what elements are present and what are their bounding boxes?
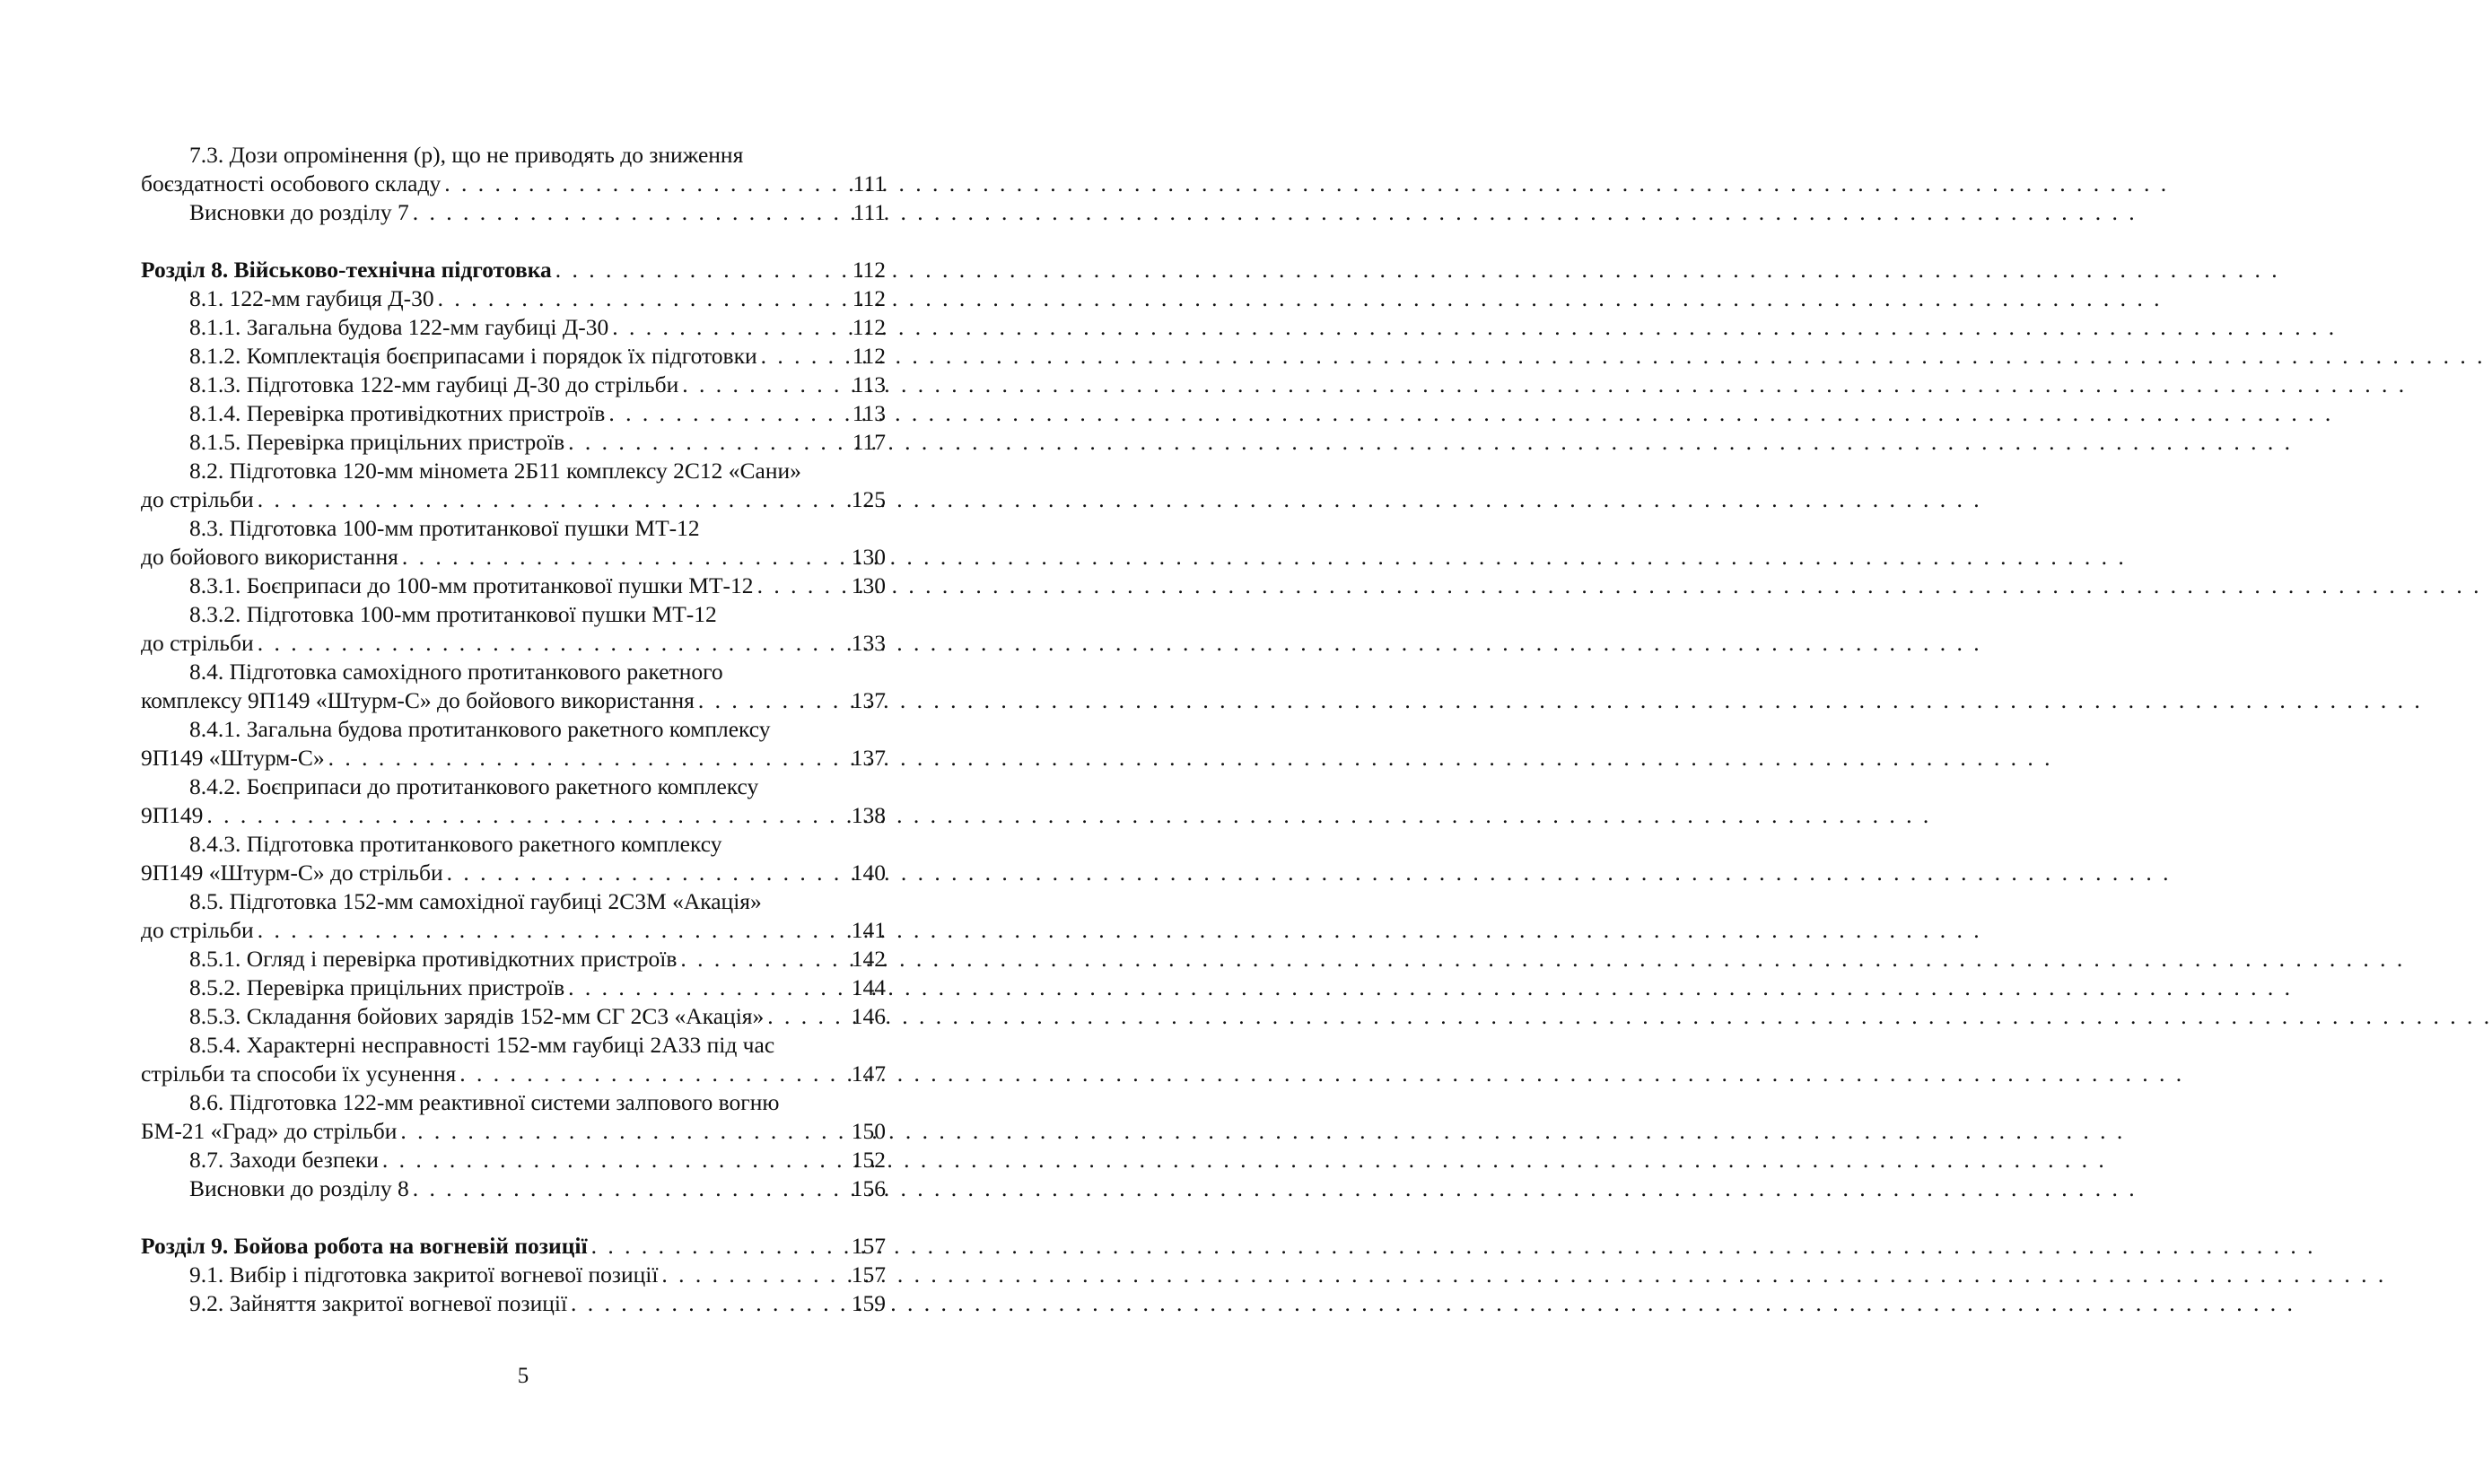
toc-dot-leader bbox=[761, 342, 832, 371]
page-number: 5 bbox=[517, 1364, 529, 1388]
toc-entry-title: 8.5.4. Характерні несправності 152-мм гаубиці 2А33 під час bbox=[189, 1032, 775, 1058]
toc-entry-title: 8.3. Підготовка 100-мм протитанкової пушки МТ-12 bbox=[189, 515, 700, 541]
toc-dot-leader bbox=[447, 859, 832, 887]
toc-entry-title: 8.5.1. Огляд і перевірка противідкотних пристроїв bbox=[189, 946, 678, 972]
toc-entry-title: до стрільби bbox=[141, 917, 254, 943]
toc-dot-leader bbox=[206, 801, 832, 830]
toc-entry-page: 130 bbox=[851, 572, 886, 598]
toc-entry[interactable] bbox=[141, 887, 886, 916]
toc-entry[interactable] bbox=[141, 198, 886, 227]
toc-entry[interactable] bbox=[141, 371, 886, 399]
toc-dot-leader bbox=[438, 284, 832, 313]
toc-entry-page: 125 bbox=[851, 486, 886, 512]
toc-entry-page: 113 bbox=[852, 371, 886, 397]
toc-dot-leader bbox=[698, 686, 832, 715]
toc-entry[interactable] bbox=[141, 284, 886, 313]
toc-section-heading[interactable] bbox=[141, 1232, 886, 1261]
toc-entry-page: 111 bbox=[853, 199, 886, 225]
toc-entry[interactable] bbox=[141, 916, 886, 945]
toc-entry[interactable] bbox=[141, 399, 886, 428]
toc-dot-leader bbox=[444, 170, 832, 198]
toc-section-heading[interactable] bbox=[141, 256, 886, 284]
toc-entry-title: 9.1. Вибір і підготовка закритої вогневої позиції bbox=[189, 1261, 659, 1288]
toc-entry-title: 8.1. 122-мм гаубиця Д-30 bbox=[189, 285, 434, 311]
toc-entry-title: 8.3.2. Підготовка 100-мм протитанкової пушки МТ-12 bbox=[189, 601, 717, 627]
toc-dot-leader bbox=[591, 1232, 832, 1261]
toc-entry-title: Розділ 9. Бойова робота на вогневій позиції bbox=[141, 1233, 588, 1259]
toc-entry[interactable] bbox=[141, 1289, 886, 1318]
toc-entry-page: 157 bbox=[851, 1261, 886, 1288]
toc-entry[interactable] bbox=[141, 1174, 886, 1203]
toc-entry[interactable] bbox=[141, 973, 886, 1002]
toc-entry-page: 137 bbox=[851, 687, 886, 713]
toc-entry[interactable] bbox=[141, 543, 886, 572]
toc-entry[interactable] bbox=[141, 514, 886, 543]
toc-entry[interactable] bbox=[141, 485, 886, 514]
toc-entry-title: 9П149 bbox=[141, 802, 204, 828]
toc-entry[interactable] bbox=[141, 1146, 886, 1174]
toc-entry-title: 8.4. Підготовка самохідного протитанкового ракетного bbox=[189, 659, 723, 685]
toc-dot-leader bbox=[608, 399, 832, 428]
toc-entry-page: 133 bbox=[851, 630, 886, 656]
toc-entry-title: 8.4.3. Підготовка протитанкового ракетного комплексу bbox=[189, 831, 722, 857]
toc-dot-leader bbox=[258, 629, 832, 658]
toc-dot-leader bbox=[680, 945, 832, 973]
toc-entry-title: комплексу 9П149 «Штурм-С» до бойового використання bbox=[141, 687, 695, 713]
toc-dot-leader bbox=[757, 572, 832, 600]
toc-entry[interactable] bbox=[141, 1088, 886, 1117]
toc-entry-page: 112 bbox=[852, 257, 886, 283]
toc-dot-leader bbox=[568, 428, 832, 457]
toc-dot-leader bbox=[400, 1117, 832, 1146]
toc-entry-page: 152 bbox=[851, 1147, 886, 1173]
toc-entry-title: 8.1.3. Підготовка 122-мм гаубиці Д-30 до стрільби bbox=[189, 371, 679, 397]
toc-entry-page: 111 bbox=[853, 170, 886, 196]
toc-entry-title: 8.5. Підготовка 152-мм самохідної гаубиці 2С3М «Акація» bbox=[189, 888, 762, 914]
toc-entry[interactable] bbox=[141, 1261, 886, 1289]
toc-entry[interactable] bbox=[141, 801, 886, 830]
toc-entry[interactable] bbox=[141, 715, 886, 744]
toc-entry-page: 113 bbox=[852, 400, 886, 426]
toc-entry[interactable] bbox=[141, 945, 886, 973]
toc-entry-title: 8.4.2. Боєприпаси до протитанкового ракетного комплексу bbox=[189, 773, 759, 799]
toc-entry[interactable] bbox=[141, 428, 886, 457]
toc-entry-title: 7.3. Дози опромінення (р), що не приводять до зниження bbox=[189, 142, 744, 168]
toc-entry[interactable] bbox=[141, 1002, 886, 1031]
toc-entry-title: 8.4.1. Загальна будова протитанкового ракетного комплексу bbox=[189, 716, 771, 742]
toc-entry-title: Висновки до розділу 8 bbox=[189, 1175, 409, 1201]
toc-entry-title: до стрільби bbox=[141, 630, 254, 656]
toc-entry[interactable] bbox=[141, 859, 886, 887]
toc-entry-page: 112 bbox=[852, 343, 886, 369]
toc-dot-leader bbox=[612, 313, 832, 342]
toc-entry[interactable] bbox=[141, 600, 886, 629]
toc-dot-leader bbox=[413, 198, 832, 227]
toc-dot-leader bbox=[413, 1174, 832, 1203]
toc-entry-page: 159 bbox=[851, 1290, 886, 1316]
toc-entry[interactable] bbox=[141, 141, 886, 170]
toc-entry-title: Розділ 8. Військово-технічна підготовка bbox=[141, 257, 552, 283]
table-of-contents bbox=[141, 141, 886, 1318]
toc-entry[interactable] bbox=[141, 658, 886, 686]
toc-entry[interactable] bbox=[141, 572, 886, 600]
toc-entry[interactable] bbox=[141, 1060, 886, 1088]
toc-entry-page: 117 bbox=[852, 429, 886, 455]
toc-entry-page: 156 bbox=[851, 1175, 886, 1201]
toc-entry-title: 8.1.4. Перевірка противідкотних пристроїв bbox=[189, 400, 606, 426]
toc-dot-leader bbox=[555, 256, 832, 284]
toc-entry[interactable] bbox=[141, 629, 886, 658]
toc-entry-title: 8.1.1. Загальна будова 122-мм гаубиці Д-30 bbox=[189, 314, 609, 340]
toc-dot-leader bbox=[767, 1002, 832, 1031]
toc-entry-page: 144 bbox=[851, 974, 886, 1000]
toc-entry-page: 150 bbox=[851, 1118, 886, 1144]
toc-entry-title: стрільби та способи їх усунення bbox=[141, 1061, 457, 1087]
toc-entry-title: 9П149 «Штурм-С» до стрільби bbox=[141, 860, 443, 886]
toc-dot-leader bbox=[682, 371, 832, 399]
toc-dot-leader bbox=[258, 916, 832, 945]
toc-entry-title: 8.1.5. Перевірка прицільних пристроїв bbox=[189, 429, 565, 455]
document-page bbox=[0, 0, 1046, 1484]
toc-entry[interactable] bbox=[141, 686, 886, 715]
toc-entry-title: 8.6. Підготовка 122-мм реактивної системи залпового вогню bbox=[189, 1089, 780, 1115]
toc-entry[interactable] bbox=[141, 342, 886, 371]
toc-dot-leader bbox=[568, 973, 832, 1002]
toc-entry-page: 137 bbox=[851, 745, 886, 771]
toc-dot-leader bbox=[571, 1289, 832, 1318]
toc-entry-title: до стрільби bbox=[141, 486, 254, 512]
toc-entry-title: 8.1.2. Комплектація боєприпасами і порядок їх підготовки bbox=[189, 343, 757, 369]
toc-entry[interactable] bbox=[141, 830, 886, 859]
toc-entry-title: 9П149 «Штурм-С» bbox=[141, 745, 325, 771]
toc-entry-title: 8.5.3. Складання бойових зарядів 152-мм СГ 2С3 «Акація» bbox=[189, 1003, 765, 1029]
toc-entry-title: Висновки до розділу 7 bbox=[189, 199, 409, 225]
toc-entry-title: боєздатності особового складу bbox=[141, 170, 442, 196]
toc-dot-leader bbox=[328, 744, 832, 773]
toc-dot-leader bbox=[661, 1261, 832, 1289]
toc-entry-title: 8.2. Підготовка 120-мм міномета 2Б11 комплексу 2С12 «Сани» bbox=[189, 458, 801, 484]
toc-entry-page: 138 bbox=[851, 802, 886, 828]
toc-entry[interactable] bbox=[141, 1031, 886, 1060]
toc-entry[interactable] bbox=[141, 1117, 886, 1146]
toc-entry-page: 141 bbox=[851, 917, 886, 943]
toc-entry-title: 8.3.1. Боєприпаси до 100-мм протитанкової пушки МТ-12 bbox=[189, 572, 754, 598]
toc-entry-page: 146 bbox=[851, 1003, 886, 1029]
toc-entry-page: 112 bbox=[852, 314, 886, 340]
toc-entry[interactable] bbox=[141, 773, 886, 801]
toc-entry-page: 112 bbox=[852, 285, 886, 311]
toc-entry[interactable] bbox=[141, 170, 886, 198]
toc-dot-leader bbox=[258, 485, 832, 514]
toc-entry-title: до бойового використання bbox=[141, 544, 398, 570]
toc-dot-leader bbox=[402, 543, 832, 572]
toc-entry-page: 142 bbox=[851, 946, 886, 972]
toc-dot-leader bbox=[459, 1060, 832, 1088]
toc-dot-leader bbox=[382, 1146, 832, 1174]
toc-entry-page: 157 bbox=[851, 1233, 886, 1259]
toc-entry-title: 8.7. Заходи безпеки bbox=[189, 1147, 379, 1173]
toc-entry-page: 140 bbox=[851, 860, 886, 886]
toc-entry-title: 9.2. Зайняття закритої вогневої позиції bbox=[189, 1290, 568, 1316]
toc-entry[interactable] bbox=[141, 744, 886, 773]
toc-entry-title: 8.5.2. Перевірка прицільних пристроїв bbox=[189, 974, 565, 1000]
toc-entry-title: БМ-21 «Град» до стрільби bbox=[141, 1118, 398, 1144]
toc-entry[interactable] bbox=[141, 313, 886, 342]
toc-entry-page: 147 bbox=[851, 1061, 886, 1087]
toc-entry-page: 130 bbox=[851, 544, 886, 570]
toc-entry[interactable] bbox=[141, 457, 886, 485]
